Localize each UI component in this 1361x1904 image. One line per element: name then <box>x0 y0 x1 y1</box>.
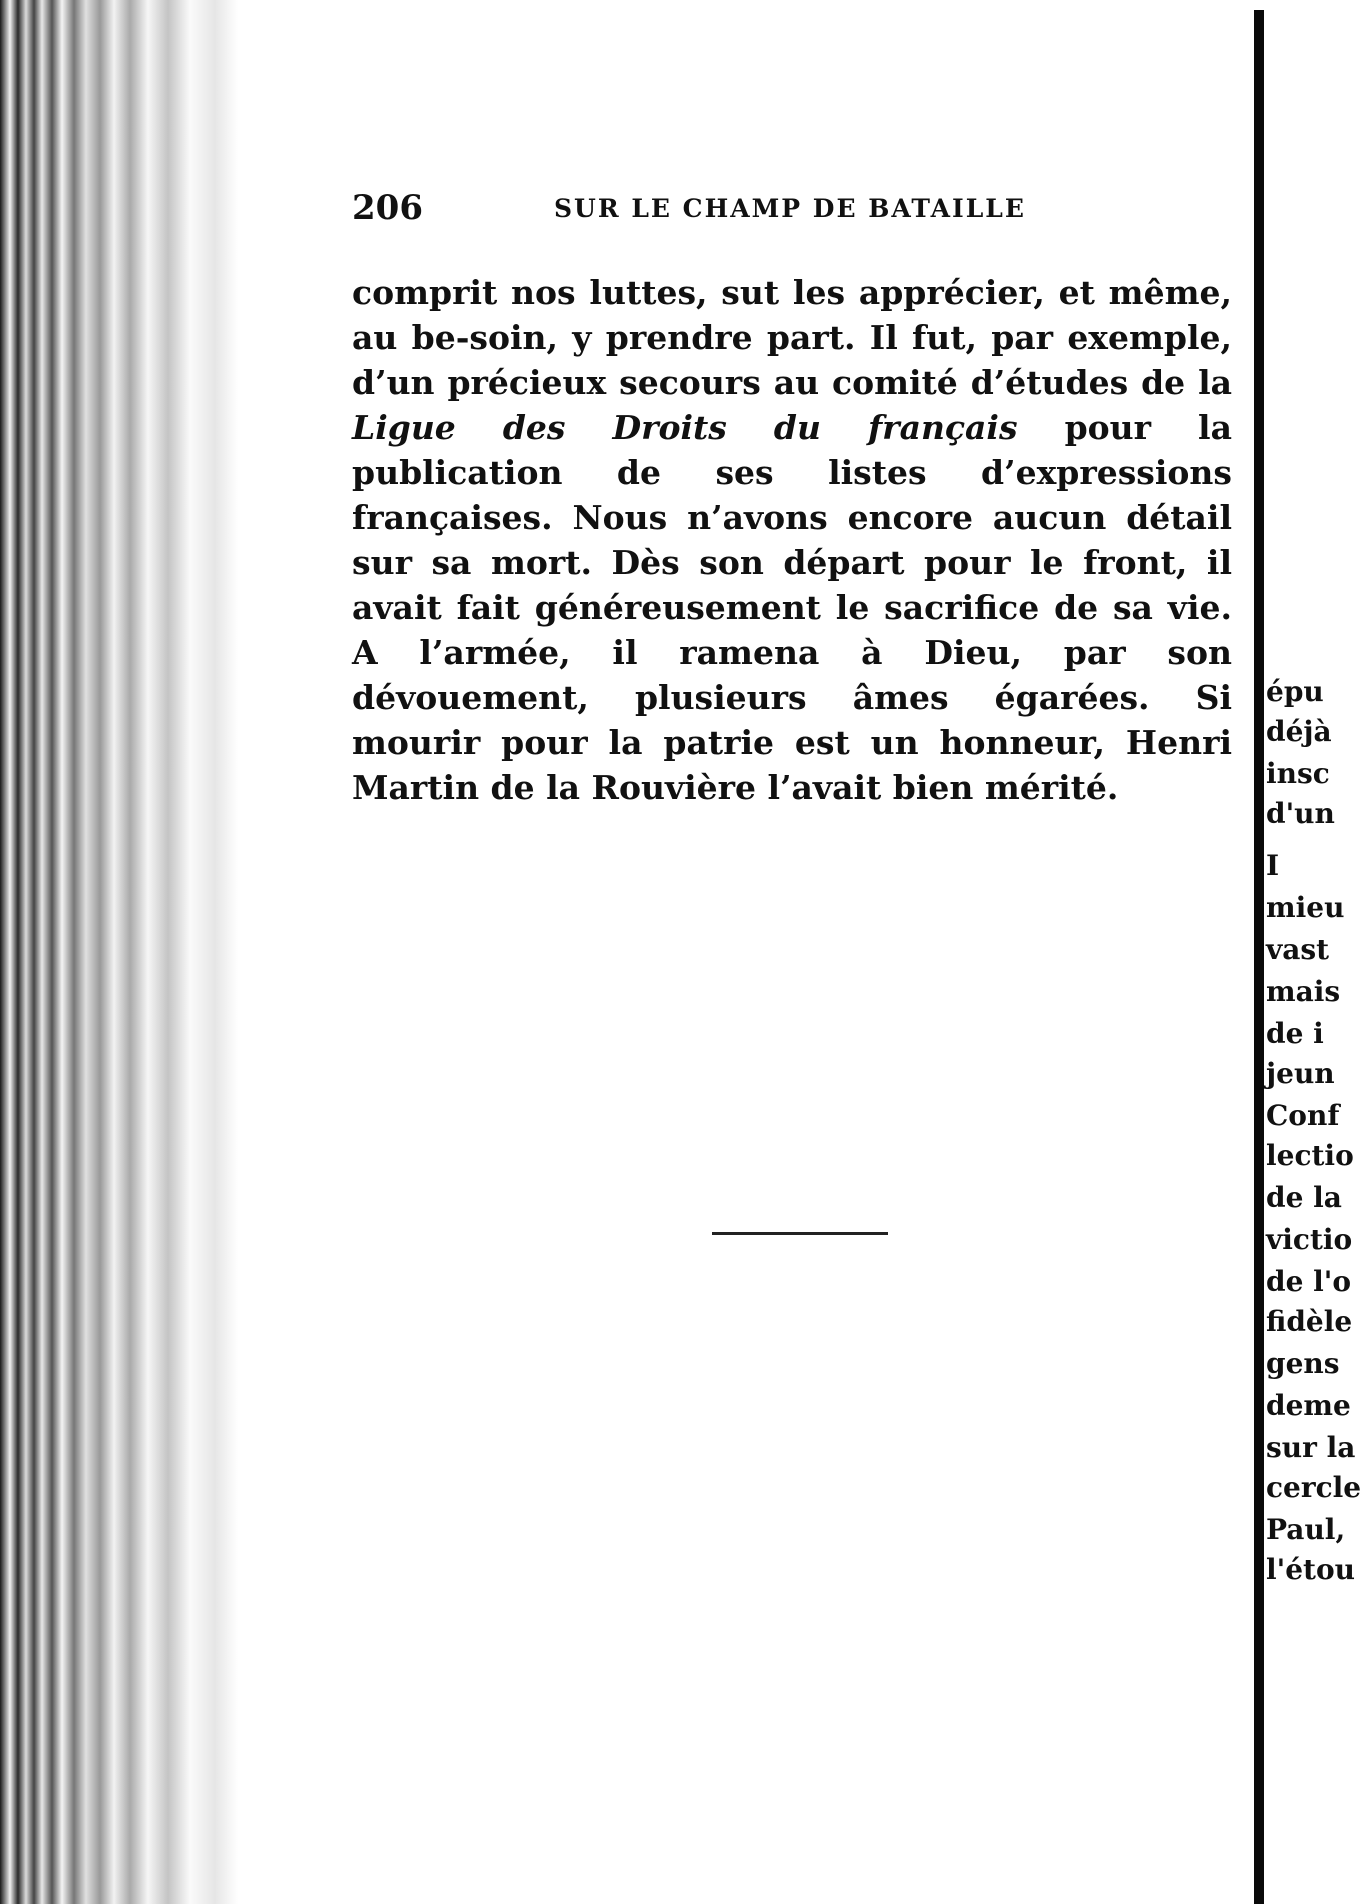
neighbor-page-line: déjà <box>1266 715 1332 748</box>
neighbor-page-line: victio <box>1266 1223 1353 1256</box>
book-page-edges <box>0 0 238 1904</box>
running-title: SUR LE CHAMP DE BATAILLE <box>554 194 1026 223</box>
section-divider <box>712 1232 888 1235</box>
neighbor-page-line: jeun <box>1266 1057 1335 1090</box>
paragraph-text-2: pour la publication de ses listes d’expressions françaises. Nous n’avons encore aucun détail sur sa mort. Dès son départ pour le front, il avait fait généreusement le sacrifice de sa vie. A l’armée, il ramena à Dieu, par son dévouement, plusieurs âmes égarées. Si mourir pour la patrie est un honneur, Henri Martin de la Rouvière l’avait bien mérité. <box>352 408 1232 807</box>
neighbor-page-line: cercle <box>1266 1471 1361 1504</box>
neighbor-page-line: mieu <box>1266 891 1345 924</box>
page-number: 206 <box>352 188 423 228</box>
neighbor-page-line: vast <box>1266 933 1330 966</box>
neighbor-page-line: épu <box>1266 675 1324 708</box>
neighbor-page-line: sur la <box>1266 1431 1356 1464</box>
book-gutter <box>1254 10 1264 1904</box>
neighbor-page-line: l'étou <box>1266 1553 1355 1586</box>
neighbor-page-line: Paul, <box>1266 1513 1346 1546</box>
body-text <box>352 270 1232 810</box>
neighbor-page-line: insc <box>1266 757 1330 790</box>
page-header <box>352 188 1048 228</box>
neighbor-page-line: de la <box>1266 1181 1342 1214</box>
neighbor-page-line: de l'o <box>1266 1265 1352 1298</box>
neighbor-page-line: deme <box>1266 1389 1351 1422</box>
neighbor-page <box>1264 0 1361 1904</box>
neighbor-page-line: I <box>1266 849 1280 882</box>
neighbor-page-line: Conf <box>1266 1099 1340 1132</box>
neighbor-page-line: de i <box>1266 1017 1324 1050</box>
neighbor-page-line: mais <box>1266 975 1341 1008</box>
paragraph-text-1: comprit nos luttes, sut les apprécier, et même, au be-soin, y prendre part. Il fut, par exemple, d’un précieux secours au comité d’études de la <box>352 273 1232 402</box>
neighbor-page-line: gens <box>1266 1347 1340 1380</box>
neighbor-page-line: fidèle <box>1266 1305 1353 1338</box>
neighbor-page-line: d'un <box>1266 797 1335 830</box>
emphasis-ligue: Ligue des Droits du français <box>352 408 1018 447</box>
neighbor-page-line: lectio <box>1266 1139 1354 1172</box>
paragraph <box>352 270 1232 810</box>
